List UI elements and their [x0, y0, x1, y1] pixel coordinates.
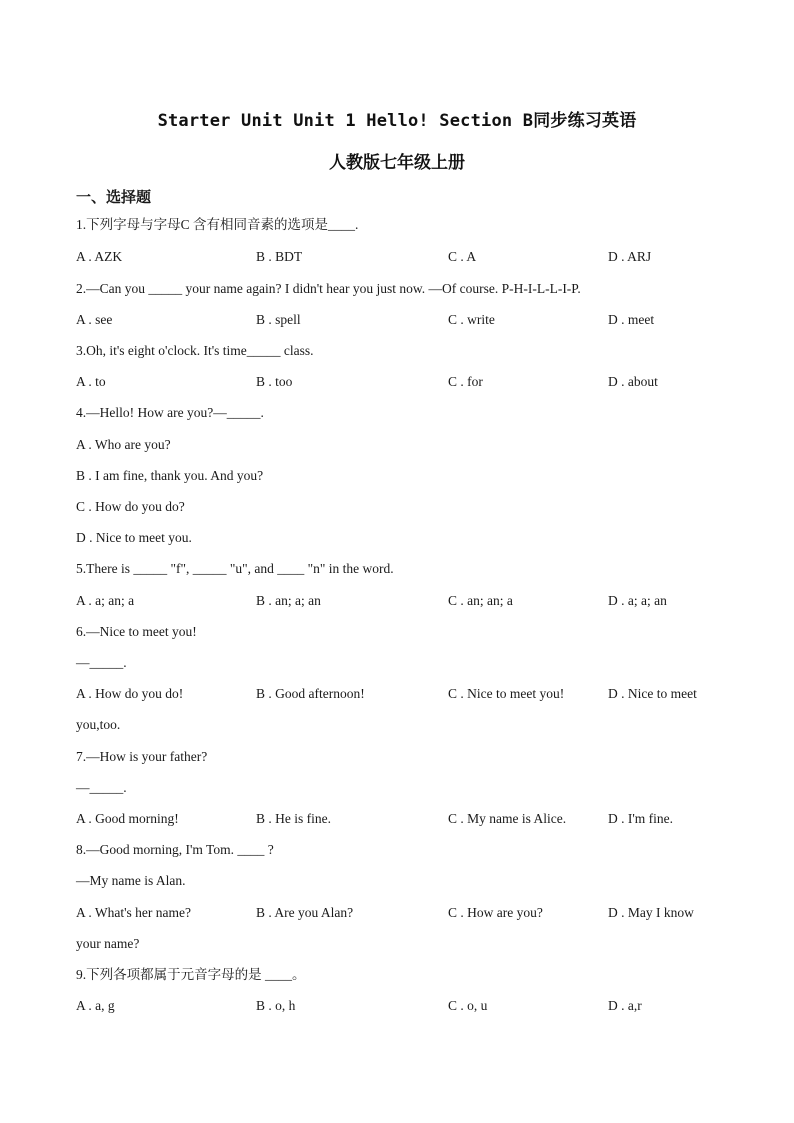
- question-8-stem: 8.—Good morning, I'm Tom. ____ ?: [76, 842, 274, 857]
- question-1-option-c: C . A: [448, 249, 477, 264]
- question-2-option-c: C . write: [448, 312, 495, 327]
- document-subtitle: 人教版七年级上册: [329, 153, 465, 173]
- question-2-option-b: B . spell: [256, 312, 301, 327]
- question-3-stem: 3.Oh, it's eight o'clock. It's time_____ class.: [76, 343, 314, 358]
- question-3-option-a: A . to: [76, 374, 106, 389]
- question-5-option-b: B . an; a; an: [256, 593, 321, 608]
- question-8-reply: —My name is Alan.: [76, 873, 186, 888]
- question-1-stem: 1.下列字母与字母C 含有相同音素的选项是____.: [76, 217, 359, 232]
- question-4-option-b: B . I am fine, thank you. And you?: [76, 468, 264, 483]
- question-4-option-c: C . How do you do?: [76, 499, 185, 514]
- question-9-option-d: D . a,r: [608, 998, 642, 1013]
- question-5-stem: 5.There is _____ "f", _____ "u", and ____ "n" in the word.: [76, 561, 394, 576]
- question-9-option-a: A . a, g: [76, 998, 115, 1013]
- question-9-option-b: B . o, h: [256, 998, 296, 1013]
- question-3-option-d: D . about: [608, 374, 658, 389]
- question-1-option-d: D . ARJ: [608, 249, 652, 264]
- question-6-option-d-continued: you,too.: [76, 717, 121, 732]
- question-5-option-c: C . an; an; a: [448, 593, 513, 608]
- document-title: Starter Unit Unit 1 Hello! Section B同步练习英语: [157, 111, 637, 131]
- question-7-option-c: C . My name is Alice.: [448, 811, 567, 826]
- question-9-stem: 9.下列各项都属于元音字母的是 ____。: [76, 967, 306, 982]
- question-3-option-b: B . too: [256, 374, 293, 389]
- question-2-option-d: D . meet: [608, 312, 655, 327]
- question-6-option-d: D . Nice to meet: [608, 686, 697, 701]
- question-8-option-d-continued: your name?: [76, 936, 140, 951]
- question-6-stem: 6.—Nice to meet you!: [76, 624, 197, 639]
- question-1-option-a: A . AZK: [76, 249, 123, 264]
- question-4-stem: 4.—Hello! How are you?—_____.: [76, 405, 264, 420]
- question-8-option-c: C . How are you?: [448, 905, 543, 920]
- question-8-option-a: A . What's her name?: [76, 905, 192, 920]
- question-6-option-c: C . Nice to meet you!: [448, 686, 565, 701]
- question-7-reply: —_____.: [76, 780, 127, 795]
- question-8-option-d: D . May I know: [608, 905, 694, 920]
- question-2-stem: 2.—Can you _____ your name again? I didn't hear you just now. —Of course. P-H-I-L-L-I-P.: [76, 281, 581, 296]
- question-7-option-d: D . I'm fine.: [608, 811, 674, 826]
- question-5-option-a: A . a; an; a: [76, 593, 135, 608]
- section-heading: 一、选择题: [76, 188, 152, 206]
- question-3-option-c: C . for: [448, 374, 483, 389]
- question-4-option-a: A . Who are you?: [76, 437, 171, 452]
- question-1-option-b: B . BDT: [256, 249, 303, 264]
- question-6-option-a: A . How do you do!: [76, 686, 184, 701]
- question-2-option-a: A . see: [76, 312, 113, 327]
- question-7-option-a: A . Good morning!: [76, 811, 179, 826]
- question-9-option-c: C . o, u: [448, 998, 488, 1013]
- question-8-option-b: B . Are you Alan?: [256, 905, 354, 920]
- question-7-option-b: B . He is fine.: [256, 811, 331, 826]
- question-4-option-d: D . Nice to meet you.: [76, 530, 192, 545]
- question-6-reply: —_____.: [76, 655, 127, 670]
- question-5-option-d: D . a; a; an: [608, 593, 667, 608]
- question-7-stem: 7.—How is your father?: [76, 749, 208, 764]
- question-6-option-b: B . Good afternoon!: [256, 686, 365, 701]
